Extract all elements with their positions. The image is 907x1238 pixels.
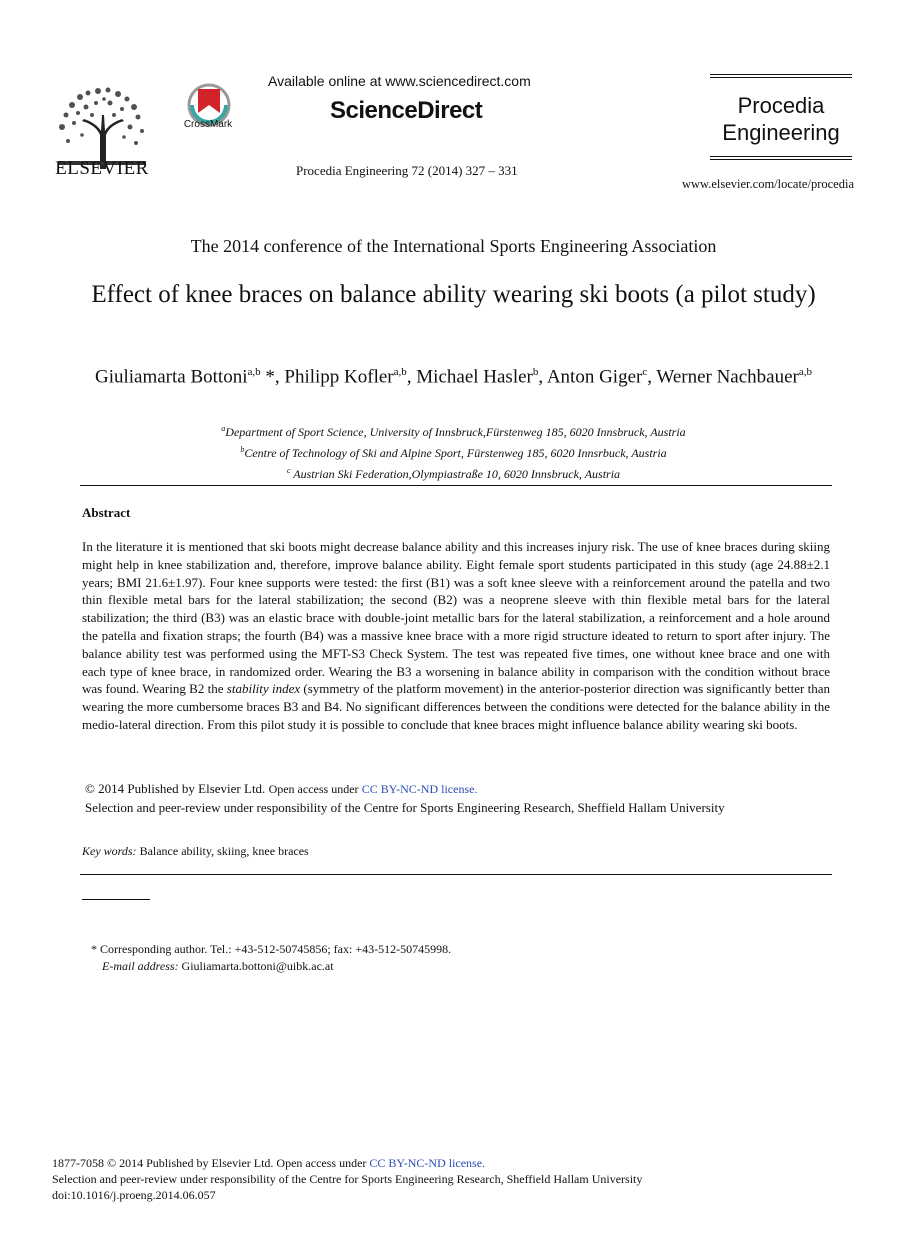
divider-bottom — [80, 874, 832, 875]
author-affil-sup: a,b — [247, 366, 261, 378]
abstract-heading: Abstract — [82, 505, 131, 520]
author-name: Michael Hasler — [416, 366, 533, 388]
sciencedirect-brand: ScienceDirect — [330, 97, 483, 124]
corresponding-author-note: * Corresponding author. Tel.: +43-512-50745856; fax: +43-512-50745998. — [91, 942, 452, 956]
email-link[interactable]: Giuliamarta.bottoni@uibk.ac.at — [178, 959, 334, 973]
affiliation-item: $^a$Department of Sport Science, University of Innsbruck,Fürstenweg 185, 6020 Innsbruck, Austria — [221, 424, 686, 439]
author-affil-sup: a,b — [798, 366, 813, 378]
author-name: Werner Nachbauer — [656, 366, 799, 388]
footer-doi[interactable]: doi:10.1016/j.proeng.2014.06.057 — [52, 1188, 216, 1202]
author-affil-sup: c — [642, 366, 648, 378]
affiliation-list — [0, 420, 907, 483]
footnote-rule — [82, 899, 150, 900]
copyright-line: © 2014 Published by Elsevier Ltd. Open access under CC BY-NC-ND license. — [85, 781, 478, 796]
footer-license-link[interactable]: CC BY-NC-ND license. — [369, 1156, 486, 1170]
journal-title: Procedia Engineering — [722, 93, 840, 145]
paper-title: Effect of knee braces on balance ability wearing ski boots (a pilot study) — [91, 281, 816, 308]
conference-name: The 2014 conference of the International Sports Engineering Association — [190, 236, 717, 256]
author-name: Philipp Kofler — [284, 366, 394, 388]
author-name: Giuliamarta Bottoni — [94, 366, 248, 388]
journal-title-box — [710, 74, 852, 162]
author-affil-sup: b — [532, 366, 539, 378]
available-online-text: Available online at www.sciencedirect.com — [268, 73, 531, 89]
keywords-line: Key words: Balance ability, skiing, knee braces — [82, 844, 309, 858]
footer-peer-review: Selection and peer-review under responsibility of the Centre for Sports Engineering Research, Sheffield Hallam University — [52, 1172, 643, 1186]
elsevier-wordmark: ELSEVIER — [55, 158, 149, 179]
divider-top — [80, 485, 832, 486]
affiliation-item: $^b$Centre of Technology of Ski and Alpine Sport, Fürstenweg 185, 6020 Innsrbuck, Austria — [240, 445, 667, 460]
license-link[interactable]: CC BY-NC-ND license. — [361, 782, 478, 796]
crossmark-label: CrossMark — [183, 119, 233, 130]
peer-review-statement: Selection and peer-review under responsibility of the Centre for Sports Engineering Research, Sheffield Hallam University — [85, 800, 725, 815]
footer-issn-line: 1877-7058 © 2014 Published by Elsevier Ltd. Open access under CC BY-NC-ND license. — [52, 1156, 486, 1170]
journal-url-link[interactable]: www.elsevier.com/locate/procedia — [681, 177, 854, 191]
affiliation-item: $^c$ Austrian Ski Federation,Olympiastraße 10, 6020 Innsbruck, Austria — [286, 466, 621, 481]
journal-reference: Procedia Engineering 72 (2014) 327 – 331 — [296, 163, 518, 178]
author-name: Anton Giger — [546, 366, 643, 388]
email-address-line: E-mail address: Giuliamarta.bottoni@uibk.ac.at — [102, 959, 334, 973]
abstract-body: In the literature it is mentioned that ski boots might decrease balance ability and this increases injury risk. The use of knee braces during skiing might help in knee stabilization and, therefore, improve balance ability. Eight female sport students participated in this study (age 24.88±2.1 years; BMI 21.6±1.97). Four knee supports were tested: the first (B1) was a soft knee sleeve with a reinforcement around the patella and two thin flexible metal bars for the lateral stabilization; the second (B2) was a neoprene sleeve with thin flexible metal bars for the lateral stabilization; the third (B3) was an elastic brace with double-joint metallic bars for the lateral stabilization, a reinforcement and a hole around the patella and fixation straps; the fourth (B4) was a massive knee brace with a more rigid structure ideated to return to sport after injury. The balance ability test was performed using the MFT-S3 Check System. The test was repeated five times, one without knee brace and one with each type of knee brace, in randomized order. Wearing the B3 a worsening in balance ability in comparison with the condition without brace was found. Wearing B2 the stability index (symmetry of the platform movement) in the anterior-posterior direction was significantly better than wearing the more cumbersome braces B3 and B4. No significant differences between the conditions were detected for the balance ability in the medio-lateral direction. From this pilot study it is possible to conclude that knee braces might influence balance ability wearing ski boots. — [82, 539, 830, 732]
author-list: Giuliamarta Bottoni$^{a,b}$ *, Philipp Kofler$^{a,b}$, Michael Hasler$^b$, Anton Giger$^c$, Werner Nachbauer$^{a,b}$ — [94, 366, 813, 388]
author-affil-sup: a,b — [393, 366, 407, 378]
